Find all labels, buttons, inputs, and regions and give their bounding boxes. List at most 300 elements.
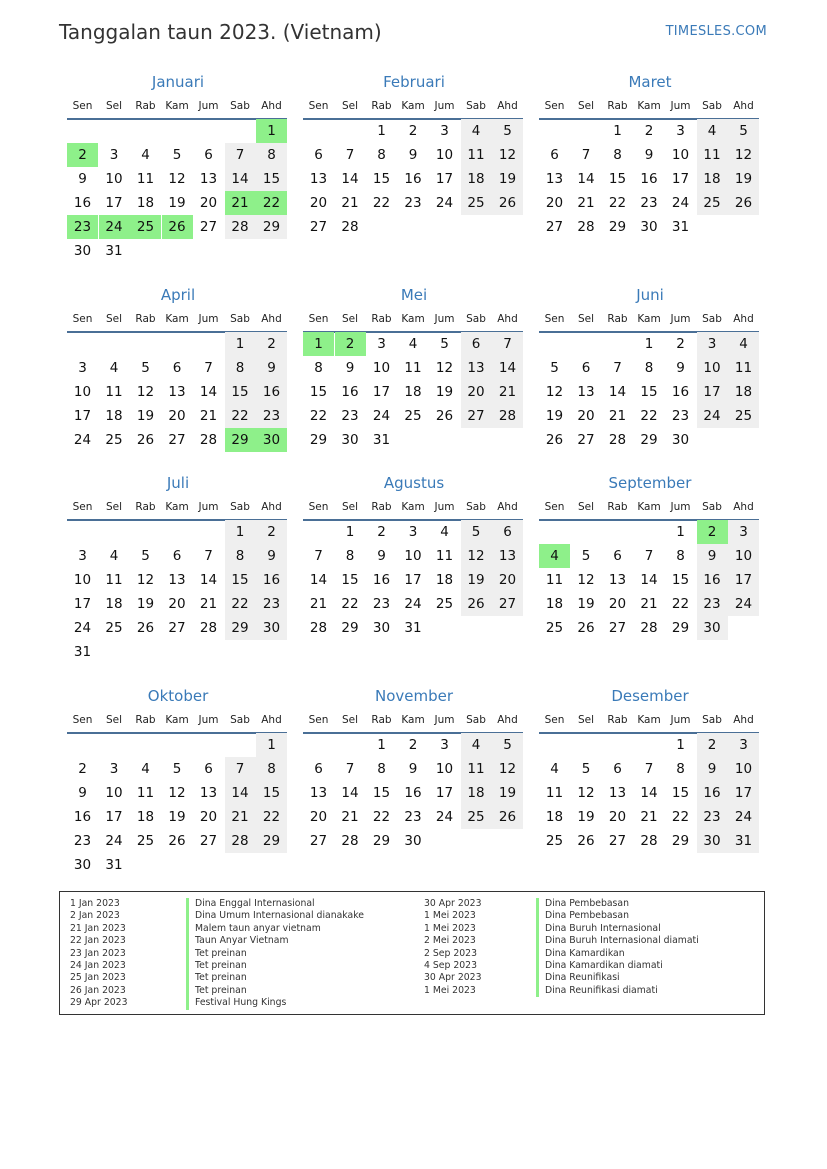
calendar-day: 9: [377, 548, 386, 564]
calendar-day: 20: [199, 809, 218, 825]
weekday-label: Kam: [165, 100, 189, 112]
weekday-label: Kam: [401, 100, 425, 112]
calendar-day: 16: [640, 171, 658, 187]
calendar-day: 4: [550, 761, 559, 777]
calendar-day: 2: [707, 737, 717, 753]
calendar-day: 6: [613, 548, 622, 564]
calendar-day: 11: [105, 572, 123, 588]
weekday-label: Rab: [371, 501, 392, 513]
calendar-day: 1: [377, 123, 386, 139]
legend-date: 29 Apr 2023: [70, 997, 128, 1009]
calendar-day: 25: [136, 833, 155, 849]
calendar-day: 23: [640, 195, 658, 211]
weekday-label: Ahd: [733, 100, 754, 112]
calendar-day: 16: [73, 195, 92, 211]
calendar-day: 31: [671, 219, 690, 235]
calendar-day: 16: [703, 785, 721, 801]
weekday-label: Ahd: [733, 501, 754, 513]
month-name: Oktober: [147, 687, 209, 705]
calendar-day: 16: [372, 572, 391, 588]
calendar-day: 27: [168, 620, 186, 636]
month-name: Juli: [166, 474, 190, 492]
legend-date: 1 Jan 2023: [70, 898, 120, 909]
calendar-day: 8: [613, 147, 622, 163]
calendar-day: 28: [231, 219, 249, 235]
calendar-day: 8: [267, 761, 276, 777]
calendar-day: 19: [168, 809, 186, 825]
calendar-day: 28: [199, 432, 218, 448]
calendar-day: 21: [498, 384, 517, 400]
weekday-header: [303, 711, 525, 729]
holiday-day: 25: [130, 215, 161, 239]
weekday-label: Ahd: [497, 501, 518, 513]
calendar-day: 10: [73, 572, 92, 588]
calendar-day: 18: [545, 596, 564, 612]
calendar-day: 24: [372, 408, 391, 424]
weekday-label: Sab: [230, 714, 250, 726]
calendar-day: 8: [676, 548, 685, 564]
calendar-day: 11: [545, 785, 564, 801]
calendar-day: 11: [105, 384, 123, 400]
calendar-day: 17: [105, 809, 123, 825]
calendar-day: 9: [78, 785, 87, 801]
calendar-day: 28: [608, 432, 627, 448]
calendar-day: 10: [105, 171, 123, 187]
calendar-day: 5: [471, 524, 481, 540]
calendar-day: 28: [199, 620, 218, 636]
weekday-label: Sab: [702, 501, 722, 513]
calendar-day: 28: [640, 833, 658, 849]
weekday-label: Jum: [198, 501, 219, 513]
weekday-label: Rab: [135, 100, 156, 112]
calendar-day: 28: [341, 833, 359, 849]
calendar-day: 24: [703, 408, 721, 424]
weekday-label: Rab: [607, 313, 628, 325]
calendar-day: 31: [105, 857, 123, 873]
weekday-label: Sen: [544, 501, 565, 513]
calendar-day: 7: [235, 147, 245, 163]
calendar-day: 19: [545, 408, 564, 424]
legend-holiday-name: Dina Pembebasan: [545, 910, 629, 922]
month-name: September: [608, 474, 692, 492]
calendar-day: 18: [545, 809, 564, 825]
calendar-day: 19: [136, 408, 155, 424]
weekday-header: [539, 97, 761, 115]
calendar-day: 12: [498, 761, 517, 777]
calendar-day: 20: [608, 596, 627, 612]
calendar-day: 24: [105, 833, 123, 849]
legend-holiday-name: Dina Reunifikasi diamati: [545, 984, 658, 996]
calendar-day: 4: [739, 336, 748, 352]
weekday-label: Jum: [434, 714, 455, 726]
calendar-day: 13: [498, 548, 517, 564]
calendar-day: 13: [168, 572, 186, 588]
calendar-day: 27: [199, 219, 218, 235]
calendar-day: 14: [640, 785, 658, 801]
calendar-day: 27: [577, 432, 595, 448]
calendar-day: 22: [262, 809, 281, 825]
calendar-day: 29: [262, 219, 281, 235]
calendar-day: 16: [73, 809, 92, 825]
calendar-day: 1: [267, 737, 276, 753]
calendar-day: 31: [404, 620, 422, 636]
calendar-day: 18: [703, 171, 721, 187]
weekday-label: Kam: [401, 501, 425, 513]
weekday-label: Sen: [544, 714, 565, 726]
calendar-day: 30: [73, 243, 92, 259]
calendar-day: 11: [136, 785, 155, 801]
calendar-day: 21: [640, 596, 658, 612]
weekday-label: Sel: [105, 313, 123, 325]
calendar-day: 8: [377, 761, 386, 777]
calendar-day: 10: [372, 360, 391, 376]
weekday-header: [539, 711, 761, 729]
calendar-day: 23: [404, 809, 422, 825]
calendar-day: 15: [671, 785, 690, 801]
calendar-day: 7: [503, 336, 512, 352]
month-name: April: [160, 286, 196, 304]
legend-left-dates: [70, 898, 127, 1010]
calendar-day: 2: [267, 336, 276, 352]
calendar-day: 17: [671, 171, 690, 187]
weekday-label: Kam: [637, 100, 661, 112]
calendar-day: 20: [168, 596, 186, 612]
month-name: November: [374, 687, 454, 705]
calendar-day: 11: [435, 548, 454, 564]
weekday-label: Jum: [670, 100, 691, 112]
calendar-day: 14: [199, 384, 218, 400]
calendar-day: 17: [73, 408, 92, 424]
calendar-day: 17: [372, 384, 391, 400]
calendar-day: 23: [262, 408, 281, 424]
weekday-label: Ahd: [497, 313, 518, 325]
calendar-day: 10: [734, 761, 753, 777]
weekday-label: Jum: [670, 501, 691, 513]
calendar-day: 28: [577, 219, 595, 235]
calendar-day: 2: [267, 524, 276, 540]
calendar-day: 18: [105, 596, 123, 612]
weekday-label: Sen: [72, 714, 93, 726]
calendar-day: 9: [707, 548, 717, 564]
calendar-day: 24: [404, 596, 422, 612]
calendar-day: 16: [703, 572, 721, 588]
calendar-day: 9: [267, 360, 276, 376]
legend-holiday-name: Dina Umum Internasional dianakake: [195, 910, 365, 922]
weekday-label: Sel: [105, 501, 123, 513]
calendar-day: 22: [608, 195, 627, 211]
brand-link[interactable]: TIMESLES.COM: [665, 24, 767, 39]
calendar-day: 30: [703, 833, 721, 849]
calendar-day: 1: [345, 524, 355, 540]
legend-date: 1 Mei 2023: [424, 984, 476, 996]
calendar-day: 6: [204, 761, 213, 777]
calendar-day: 14: [608, 384, 627, 400]
weekday-label: Kam: [637, 714, 661, 726]
weekday-label: Sab: [466, 501, 486, 513]
legend-holiday-name: Dina Kamardikan: [545, 947, 625, 959]
calendar-day: 5: [172, 761, 182, 777]
weekday-label: Sen: [72, 501, 93, 513]
calendar-day: 18: [136, 195, 155, 211]
calendar-day: 30: [262, 620, 281, 636]
calendar-day: 26: [577, 833, 595, 849]
calendar-day: 20: [309, 809, 328, 825]
weekday-label: Sel: [341, 714, 359, 726]
calendar-day: 4: [109, 360, 119, 376]
weekday-label: Rab: [607, 501, 628, 513]
calendar-day: 24: [73, 432, 92, 448]
calendar-day: 14: [577, 171, 595, 187]
calendar-day: 21: [341, 809, 359, 825]
weekday-label: Sab: [230, 501, 250, 513]
calendar-day: 19: [577, 596, 595, 612]
calendar-day: 6: [471, 336, 481, 352]
calendar-day: 21: [341, 195, 359, 211]
calendar-day: 5: [503, 123, 512, 139]
calendar-day: 23: [404, 195, 422, 211]
calendar-day: 12: [498, 147, 517, 163]
legend-left-names: [186, 898, 364, 1010]
calendar-day: 15: [640, 384, 658, 400]
weekday-header: [303, 97, 525, 115]
weekday-header: [67, 498, 289, 516]
calendar-day: 12: [577, 572, 595, 588]
calendar-day: 15: [231, 384, 249, 400]
legend-holiday-name: Dina Pembebasan: [545, 898, 629, 909]
legend-date: 1 Mei 2023: [424, 922, 476, 934]
calendar-day: 5: [550, 360, 559, 376]
calendar-day: 3: [109, 761, 119, 777]
calendar-day: 7: [314, 548, 323, 564]
calendar-day: 6: [503, 524, 512, 540]
calendar-day: 3: [109, 147, 119, 163]
calendar-day: 8: [377, 147, 386, 163]
weekday-header: [67, 97, 289, 115]
weekday-label: Rab: [371, 313, 392, 325]
calendar-day: 20: [498, 572, 517, 588]
calendar-day: 19: [734, 171, 753, 187]
weekday-label: Sel: [341, 100, 359, 112]
calendar-day: 28: [231, 833, 249, 849]
weekday-label: Rab: [607, 100, 628, 112]
calendar-day: 13: [199, 171, 218, 187]
calendar-day: 3: [440, 123, 449, 139]
legend-date: 24 Jan 2023: [70, 959, 126, 971]
weekday-label: Sen: [72, 313, 93, 325]
weekday-label: Sen: [544, 313, 565, 325]
weekday-label: Jum: [198, 313, 219, 325]
calendar-day: 3: [739, 524, 748, 540]
calendar-day: 7: [581, 147, 591, 163]
calendar-day: 13: [309, 171, 328, 187]
calendar-day: 6: [172, 548, 182, 564]
calendar-day: 2: [377, 524, 386, 540]
weekday-label: Sab: [702, 313, 722, 325]
holiday-day: 21: [225, 191, 256, 215]
calendar-day: 21: [309, 596, 328, 612]
calendar-day: 5: [141, 548, 150, 564]
calendar-day: 18: [734, 384, 753, 400]
calendar-day: 6: [204, 147, 213, 163]
calendar-day: 30: [404, 833, 422, 849]
weekday-label: Sel: [577, 313, 595, 325]
calendar-day: 22: [671, 596, 690, 612]
calendar-day: 23: [703, 596, 721, 612]
calendar-day: 12: [168, 785, 186, 801]
calendar-day: 9: [408, 761, 418, 777]
calendar-day: 16: [404, 171, 422, 187]
calendar-day: 26: [136, 620, 155, 636]
calendar-day: 23: [262, 596, 281, 612]
legend-date: 2 Jan 2023: [70, 910, 120, 922]
weekday-label: Ahd: [733, 313, 754, 325]
calendar-day: 12: [168, 171, 186, 187]
month-name: Desember: [611, 687, 689, 705]
calendar-day: 30: [341, 432, 359, 448]
weekday-label: Rab: [371, 714, 392, 726]
calendar-day: 4: [471, 737, 481, 753]
calendar-day: 11: [545, 572, 564, 588]
calendar-day: 30: [671, 432, 690, 448]
month-name: Januari: [151, 73, 205, 91]
calendar-day: 12: [734, 147, 753, 163]
calendar-day: 19: [498, 171, 517, 187]
weekday-label: Kam: [637, 313, 661, 325]
calendar-day: 7: [204, 360, 213, 376]
holiday-day: 1: [303, 332, 334, 356]
calendar-day: 12: [467, 548, 485, 564]
calendar-day: 20: [608, 809, 627, 825]
calendar-day: 8: [235, 360, 245, 376]
calendar-day: 24: [671, 195, 690, 211]
weekday-label: Sab: [230, 313, 250, 325]
calendar-day: 5: [440, 336, 449, 352]
calendar-day: 25: [105, 620, 123, 636]
calendar-day: 29: [341, 620, 359, 636]
calendar-day: 9: [644, 147, 654, 163]
legend-date: 30 Apr 2023: [424, 972, 482, 984]
calendar-day: 21: [199, 408, 218, 424]
calendar-day: 17: [73, 596, 92, 612]
calendar-day: 7: [613, 360, 622, 376]
calendar-day: 6: [172, 360, 182, 376]
calendar-day: 25: [105, 432, 123, 448]
calendar-day: 31: [105, 243, 123, 259]
calendar-day: 8: [676, 761, 685, 777]
calendar-day: 12: [545, 384, 564, 400]
calendar-day: 17: [703, 384, 721, 400]
calendar-day: 10: [734, 548, 753, 564]
calendar-day: 26: [734, 195, 753, 211]
weekday-label: Ahd: [497, 100, 518, 112]
weekday-label: Rab: [135, 501, 156, 513]
page-title: Tanggalan taun 2023. (Vietnam): [59, 20, 382, 44]
calendar-day: 1: [676, 737, 685, 753]
calendar-day: 20: [577, 408, 595, 424]
calendar-day: 27: [309, 833, 328, 849]
calendar-day: 5: [141, 360, 150, 376]
calendar-day: 16: [262, 572, 281, 588]
calendar-day: 14: [309, 572, 328, 588]
calendar-day: 3: [707, 336, 717, 352]
calendar-day: 16: [262, 384, 281, 400]
weekday-label: Ahd: [261, 100, 282, 112]
calendar-day: 2: [78, 761, 87, 777]
calendar-day: 4: [707, 123, 717, 139]
calendar-day: 10: [105, 785, 123, 801]
calendar-day: 15: [671, 572, 690, 588]
calendar-day: 16: [341, 384, 359, 400]
calendar-day: 4: [141, 761, 150, 777]
calendar-day: 18: [105, 408, 123, 424]
legend-holiday-name: Tet preinan: [195, 972, 247, 984]
calendar-day: 12: [136, 572, 155, 588]
legend-date: 2 Sep 2023: [424, 947, 478, 959]
calendar-day: 3: [440, 737, 449, 753]
calendar-day: 9: [267, 548, 276, 564]
calendar-day: 25: [734, 408, 753, 424]
calendar-day: 23: [372, 596, 391, 612]
weekday-header: [539, 498, 761, 516]
calendar-day: 26: [467, 596, 485, 612]
month-name: Juni: [636, 286, 664, 304]
holiday-day: 26: [162, 215, 193, 239]
weekday-label: Jum: [670, 714, 691, 726]
calendar-day: 8: [644, 360, 654, 376]
calendar-day: 16: [671, 384, 690, 400]
weekday-label: Jum: [434, 313, 455, 325]
calendar-day: 1: [676, 524, 685, 540]
calendar-day: 5: [503, 737, 512, 753]
calendar-day: 7: [644, 548, 654, 564]
calendar-day: 20: [168, 408, 186, 424]
calendar-day: 31: [372, 432, 391, 448]
calendar-day: 30: [372, 620, 391, 636]
calendar-day: 3: [408, 524, 418, 540]
calendar-day: 19: [498, 785, 517, 801]
calendar-day: 15: [372, 171, 391, 187]
weekday-label: Sab: [702, 100, 722, 112]
calendar-day: 2: [408, 737, 418, 753]
legend-holiday-name: Festival Hung Kings: [195, 997, 287, 1009]
calendar-day: 28: [309, 620, 328, 636]
legend-date: 22 Jan 2023: [70, 935, 126, 947]
calendar-day: 14: [231, 171, 249, 187]
weekday-label: Sel: [105, 714, 123, 726]
calendar-day: 30: [640, 219, 658, 235]
calendar-day: 26: [168, 833, 186, 849]
calendar-day: 27: [498, 596, 517, 612]
calendar-day: 10: [671, 147, 690, 163]
calendar-day: 21: [231, 809, 249, 825]
calendar-day: 29: [640, 432, 658, 448]
holiday-day: 22: [256, 191, 287, 215]
calendar-day: 16: [404, 785, 422, 801]
calendar-day: 13: [199, 785, 218, 801]
calendar-day: 18: [467, 785, 485, 801]
calendar-day: 18: [136, 809, 155, 825]
calendar-day: 24: [435, 809, 454, 825]
weekday-label: Sab: [466, 100, 486, 112]
calendar-day: 17: [435, 171, 454, 187]
calendar-day: 30: [73, 857, 92, 873]
calendar-day: 26: [545, 432, 564, 448]
weekday-label: Ahd: [261, 313, 282, 325]
calendar-day: 11: [136, 171, 155, 187]
weekday-label: Jum: [198, 714, 219, 726]
calendar-day: 10: [435, 147, 454, 163]
calendar-day: 6: [550, 147, 559, 163]
